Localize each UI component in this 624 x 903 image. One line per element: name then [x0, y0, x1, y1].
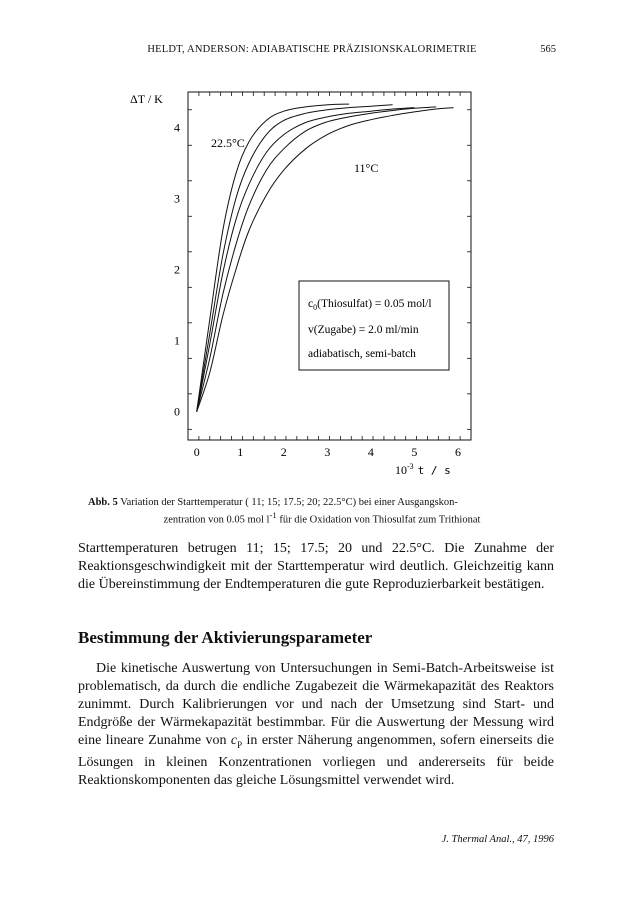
caption-line-2a: zentration von 0.05 mol l — [163, 514, 270, 526]
y-tick-label: 4 — [174, 120, 180, 135]
legend-c-rest: (Thiosulfat) = 0.05 mol/l — [317, 298, 432, 310]
x-tick-label: 5 — [411, 445, 418, 459]
x-axis-label — [395, 462, 451, 477]
page-number: 565 — [540, 44, 556, 55]
section-heading: Bestimmung der Aktivierungsparameter — [78, 628, 373, 647]
x-axis-label-exponent: -3 — [407, 462, 414, 471]
journal-reference: J. Thermal Anal., 47, 1996 — [441, 834, 554, 845]
x-tick-label: 6 — [454, 445, 461, 459]
legend-c-subscript: 0 — [313, 303, 318, 312]
paragraph-2-part-1: Die kinetische Auswertung von Untersuchungen in Semi-Batch-Arbeitsweise ist problematisch, da durch die endliche Zugabezeit die Wärmekapazität des Reaktors zunimmt. Durch Kalibrierungen vor und nach der Umsetzung sind Start- und Endgröße der Wärmekapazität bestimmbar. Für die Auswertung der Messung wird eine lineare Zunahme von — [78, 661, 554, 748]
paragraph-2 — [78, 660, 554, 790]
x-tick-label: 4 — [367, 445, 374, 459]
paragraph-1 — [78, 540, 554, 594]
x-tick-label: 1 — [237, 445, 244, 459]
caption-line-1: Variation der Starttemperatur ( 11; 15; 17.5; 20; 22.5°C) bei einer Ausgangskon- — [117, 497, 458, 508]
caption-line-2 — [88, 509, 556, 527]
figure-caption — [88, 496, 556, 527]
y-axis-label: ΔT / K — [130, 92, 163, 106]
x-tick-label: 2 — [280, 445, 287, 459]
paragraph-2-part-2: in erster Näherung angenommen, sofern einerseits die Lösungen in kleinen Konzentrationen vorliegen und andererseits für beide Reaktionskomponenten das gleiche Lösungsmittel verwendet wird. — [78, 733, 554, 788]
caption-label: Abb. 5 — [88, 497, 118, 508]
paragraph-2-text — [78, 660, 554, 790]
x-tick-label: 3 — [324, 445, 331, 459]
y-tick-label: 2 — [174, 262, 180, 277]
running-header: HELDT, ANDERSON: ADIABATISCHE PRÄZISIONSKALORIMETRIE — [147, 44, 477, 55]
y-tick-label: 3 — [174, 191, 180, 206]
y-tick-labels — [174, 121, 180, 419]
x-tick-label: 0 — [193, 445, 200, 459]
annotation-11c: 11°C — [354, 161, 379, 175]
cp-subscript: P — [237, 739, 243, 750]
legend-line-rate: v(Zugabe) = 2.0 ml/min — [308, 324, 419, 336]
y-tick-label: 1 — [174, 333, 180, 348]
caption-line-2b: für die Oxidation von Thiosulfat zum Trithionat — [276, 514, 481, 526]
annotation-22-5c: 22.5°C — [211, 136, 245, 150]
x-tick-labels — [194, 445, 461, 459]
x-axis-label-base: 10 — [395, 463, 407, 477]
legend-line-mode: adiabatisch, semi-batch — [308, 348, 416, 360]
legend-c-symbol: c — [308, 298, 314, 310]
legend-line-concentration — [308, 298, 432, 312]
x-axis-label-unit: t / s — [417, 464, 451, 477]
paragraph-1-text: Starttemperaturen betrugen 11; 15; 17.5; 20 und 22.5°C. Die Zunahme der Reaktionsgeschwindigkeit mit der Starttemperatur wird deutlich. Gleichzeitig kann die Übereinstimmung der Endtemperaturen die gute Reproduzierbarkeit bestätigen. — [78, 541, 554, 592]
y-tick-label: 0 — [174, 404, 180, 419]
cp-symbol: c — [230, 733, 238, 748]
caption-superscript: -1 — [269, 510, 277, 520]
